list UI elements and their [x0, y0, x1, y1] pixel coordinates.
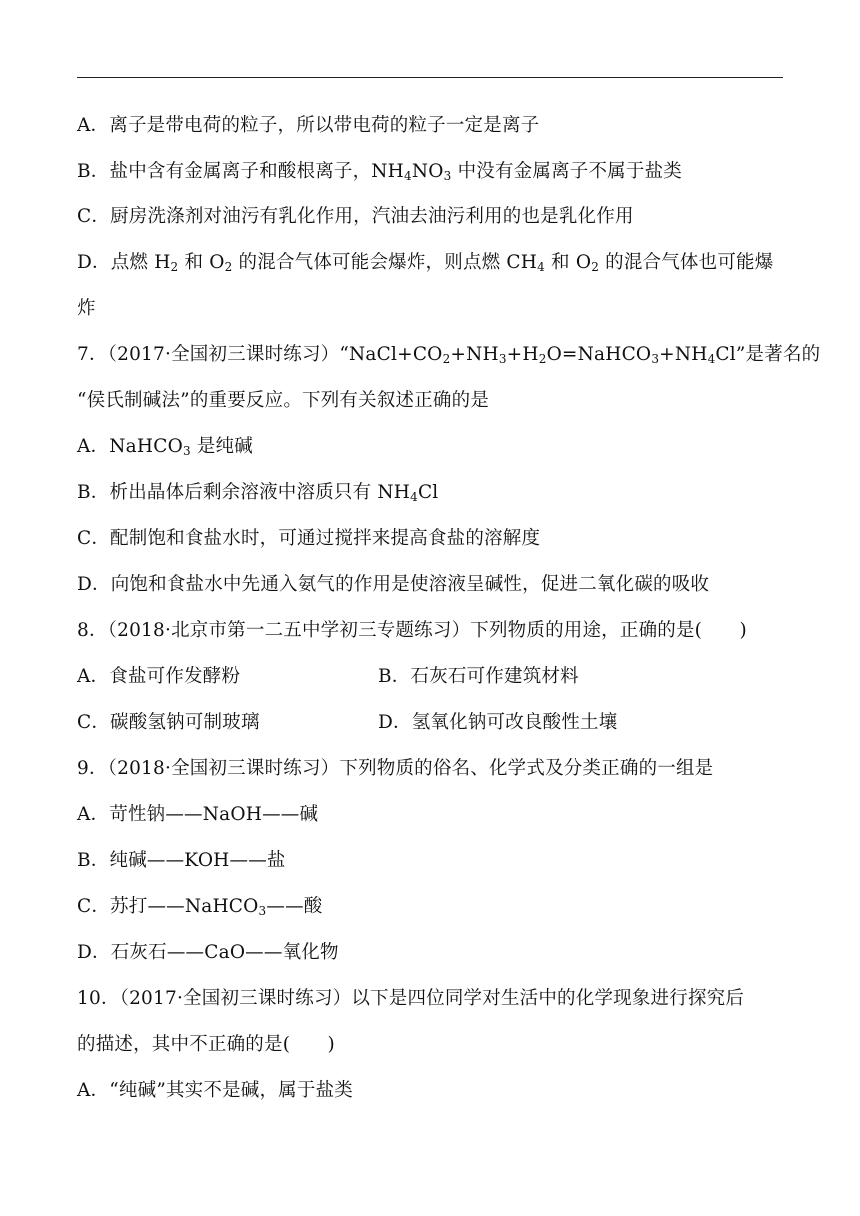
- option-line: [77, 849, 286, 873]
- subscript-text: 3: [443, 169, 452, 183]
- text-run: B．纯碱——KOH——盐: [77, 850, 286, 871]
- question-7-stem: [77, 343, 820, 367]
- question-9-stem: [77, 757, 713, 781]
- text-run: C．碳酸氢钠可制玻璃: [77, 712, 260, 733]
- option-line: [77, 573, 709, 597]
- subscript-text: 2: [170, 260, 179, 274]
- text-run: B．析出晶体后剩余溶液中溶质只有 NH: [77, 482, 411, 503]
- text-run: A．NaHCO: [77, 436, 183, 457]
- option-line: [77, 114, 539, 138]
- option-line: [77, 435, 253, 459]
- subscript-text: 2: [224, 260, 233, 274]
- subscript-text: 3: [498, 352, 507, 366]
- text-run: D．向饱和食盐水中先通入氨气的作用是使溶液呈碱性，促进二氧化碳的吸收: [77, 574, 710, 595]
- option-line-continued: [77, 297, 96, 321]
- text-run: O=NaHCO: [546, 344, 652, 365]
- text-run: 是纯碱: [190, 436, 253, 457]
- option-line: [77, 251, 773, 275]
- text-run: 9．（2018·全国初三课时练习）下列物质的俗名、化学式及分类正确的一组是: [77, 758, 714, 779]
- option-line: [77, 205, 634, 229]
- text-run: Cl”是著名的: [715, 344, 821, 365]
- question-10-stem: [77, 987, 744, 1011]
- option-line: [77, 895, 322, 919]
- option-line: [378, 665, 579, 689]
- header-rule: [77, 77, 783, 78]
- option-line: [77, 160, 682, 184]
- text-run: +NH: [659, 344, 708, 365]
- text-run: 10．（2017·全国初三课时练习）以下是四位同学对生活中的化学现象进行探究后: [77, 988, 745, 1009]
- text-run: Cl: [417, 482, 439, 503]
- subscript-text: 4: [537, 260, 545, 274]
- text-run: D．石灰石——CaO——氧化物: [77, 942, 339, 963]
- subscript-text: 2: [591, 260, 600, 274]
- option-line: [77, 665, 240, 689]
- question-10-stem-continued: [77, 1033, 335, 1057]
- subscript-text: 3: [258, 904, 267, 918]
- text-run: C．苏打——NaHCO: [77, 896, 259, 917]
- subscript-text: 4: [707, 352, 716, 366]
- text-run: A．离子是带电荷的粒子，所以带电荷的粒子一定是离子: [77, 115, 540, 136]
- subscript-text: 2: [538, 352, 547, 366]
- question-7-stem-continued: [77, 389, 489, 413]
- text-run: A．食盐可作发酵粉: [77, 666, 241, 687]
- text-run: 和 O: [544, 252, 592, 273]
- text-run: C．配制饱和食盐水时，可通过搅拌来提高食盐的溶解度: [77, 528, 541, 549]
- text-run: +NH: [450, 344, 499, 365]
- text-run: 的混合气体可能会爆炸，则点燃 CH: [232, 252, 538, 273]
- option-line: [77, 941, 339, 965]
- option-line: [378, 711, 617, 735]
- text-run: B．石灰石可作建筑材料: [378, 666, 579, 687]
- option-line: [77, 803, 318, 827]
- question-8-stem: [77, 619, 747, 643]
- option-line: [77, 711, 260, 735]
- text-run: ——酸: [266, 896, 323, 917]
- text-run: 中没有金属离子不属于盐类: [451, 161, 682, 182]
- text-run: 和 O: [178, 252, 225, 273]
- subscript-text: 2: [442, 352, 451, 366]
- text-run: A．苛性钠——NaOH——碱: [77, 804, 319, 825]
- subscript-text: 4: [404, 169, 412, 183]
- text-run: NO: [411, 161, 444, 182]
- text-run: A．“纯碱”其实不是碱，属于盐类: [77, 1080, 353, 1101]
- text-run: +H: [506, 344, 539, 365]
- text-run: D．点燃 H: [77, 252, 171, 273]
- text-run: 8．（2018·北京市第一二五中学初三专题练习）下列物质的用途，正确的是( ): [77, 620, 747, 641]
- text-run: 的描述，其中不正确的是( ): [77, 1034, 335, 1055]
- option-line: [77, 481, 438, 505]
- subscript-text: 3: [651, 352, 660, 366]
- text-run: 炸: [77, 298, 96, 319]
- text-run: B．盐中含有金属离子和酸根离子，NH: [77, 161, 405, 182]
- text-run: 7．（2017·全国初三课时练习）“NaCl+CO: [77, 344, 443, 365]
- text-run: C．厨房洗涤剂对油污有乳化作用，汽油去油污利用的也是乳化作用: [77, 206, 634, 227]
- text-run: D．氢氧化钠可改良酸性土壤: [378, 712, 618, 733]
- subscript-text: 3: [182, 444, 191, 458]
- option-line: [77, 527, 540, 551]
- text-run: 的混合气体也可能爆: [599, 252, 774, 273]
- text-run: “侯氏制碱法”的重要反应。下列有关叙述正确的是: [77, 390, 490, 411]
- subscript-text: 4: [410, 490, 418, 504]
- option-line: [77, 1079, 353, 1103]
